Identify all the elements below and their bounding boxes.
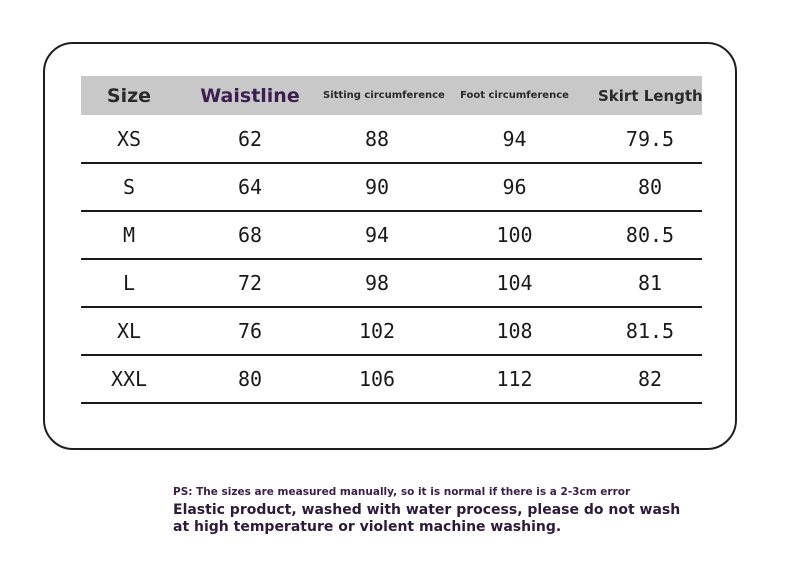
cell-skirt-length: 82: [598, 355, 702, 403]
header-size: Size: [106, 84, 152, 107]
cell-foot-circumference: 112: [431, 355, 598, 403]
size-chart-table: [81, 76, 702, 404]
cell-waistline: 62: [177, 115, 323, 163]
cell-size: XXL: [81, 355, 177, 403]
cell-sitting-circumference: 98: [323, 259, 431, 307]
cell-size: XS: [81, 115, 177, 163]
cell-sitting-circumference: 102: [323, 307, 431, 355]
cell-skirt-length: 79.5: [598, 115, 702, 163]
cell-skirt-length: 80: [598, 163, 702, 211]
cell-skirt-length: 81: [598, 259, 702, 307]
cell-size: L: [81, 259, 177, 307]
cell-waistline: 64: [177, 163, 323, 211]
table-header-row: [81, 76, 702, 115]
cell-waistline: 72: [177, 259, 323, 307]
table-row: [81, 259, 702, 307]
cell-foot-circumference: 108: [431, 307, 598, 355]
cell-sitting-circumference: 88: [323, 115, 431, 163]
measurement-note: PS: The sizes are measured manually, so it is normal if there is a 2-3cm error: [173, 486, 631, 498]
table-row: [81, 211, 702, 259]
table-row: [81, 115, 702, 163]
header-sitting-circumference: Sitting circumference: [323, 90, 445, 101]
cell-foot-circumference: 94: [431, 115, 598, 163]
cell-size: XL: [81, 307, 177, 355]
cell-size: S: [81, 163, 177, 211]
table-row: [81, 163, 702, 211]
table-row: [81, 307, 702, 355]
table-row: [81, 355, 702, 403]
cell-sitting-circumference: 106: [323, 355, 431, 403]
care-note: Elastic product, washed with water process, please do not wash at high temperature or violent machine washing.: [173, 502, 681, 535]
header-foot-circumference: Foot circumference: [460, 90, 569, 101]
notes-block: [173, 486, 693, 536]
cell-skirt-length: 80.5: [598, 211, 702, 259]
cell-skirt-length: 81.5: [598, 307, 702, 355]
cell-sitting-circumference: 90: [323, 163, 431, 211]
cell-sitting-circumference: 94: [323, 211, 431, 259]
cell-waistline: 80: [177, 355, 323, 403]
header-waistline: Waistline: [200, 84, 300, 107]
cell-foot-circumference: 100: [431, 211, 598, 259]
cell-waistline: 76: [177, 307, 323, 355]
cell-size: M: [81, 211, 177, 259]
header-skirt-length: Skirt Length: [598, 86, 703, 105]
cell-waistline: 68: [177, 211, 323, 259]
cell-foot-circumference: 104: [431, 259, 598, 307]
cell-foot-circumference: 96: [431, 163, 598, 211]
